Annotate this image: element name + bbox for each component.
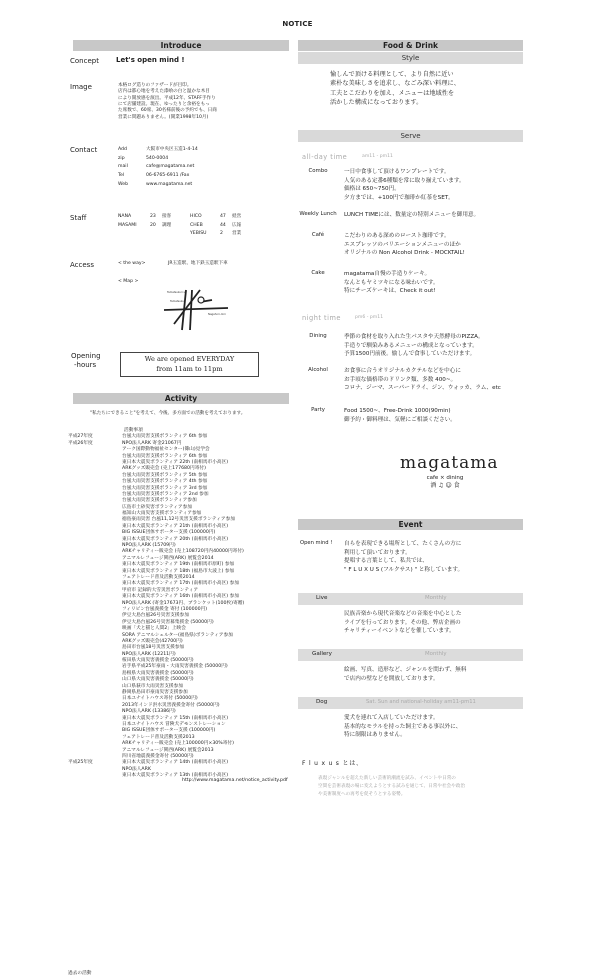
live-frequency: Monthly — [425, 595, 447, 601]
activity-item: 伊豆大島台風26号災害支援参加 — [122, 613, 189, 619]
activity-year-label: 平成26年度 — [68, 440, 93, 446]
image-label: Image — [70, 83, 92, 91]
serve-item-text: Food 1500~、Free-Drink 1000(90min) 御予約・御料理は、気軽にご相談ください。 — [344, 408, 456, 423]
dog-text: 愛犬を連れて入店していただけます。 基本的なモラルを持った飼主である事以外に、 特に制限はありません。 — [344, 715, 462, 739]
staff-row: NANA 23 接客 HICO 47 経営 — [118, 214, 242, 219]
serve-item-label: Alcohol — [308, 367, 328, 373]
serve-item-label: Party — [311, 407, 325, 413]
activity-item: フェアトレード普及活動支援2013 — [122, 734, 195, 740]
access-text: JR玉造駅、地下鉄玉造駅下車 — [168, 261, 228, 266]
logo-subtitle: cafe × dining — [426, 474, 464, 481]
activity-item: NPO法人ARK — [122, 766, 151, 772]
activity-item: 台風大雨災害支援ボランティア参加 — [122, 498, 197, 504]
activity-item: 台風大雨災害支援ボランティア 2nd 参加 — [122, 491, 209, 497]
serve-item-text: LUNCH TIMEには、数量定の特別メニューを御用意。 — [344, 212, 480, 218]
activity-item: ARKチャリティー販売会 (売上100000円×30%寄付) — [122, 741, 234, 747]
activity-item: 東日本大震災ボランティア 14th (南相馬市小高区) — [122, 760, 229, 766]
activity-item: ARKグッズ販売会 (売上177680円寄付) — [122, 466, 206, 472]
activity-list — [122, 428, 297, 785]
serve-item-text: magatama自慢の手造りケーキ。 なんともヤミツキになる味わいです。 特にチーズケーキは、Check it out! — [344, 271, 439, 295]
staff-row: MASAMI 20 調理 CHEB 44 広報 — [118, 222, 242, 228]
activity-item: 台風大雨災害支援ボランティア 5th 参加 — [122, 472, 208, 478]
activity-item: 山口県萩市大雨災害支援参加 — [122, 683, 183, 689]
activity-item: NPO法人ARK (13386円) — [122, 709, 176, 715]
dog-label: Dog — [316, 699, 328, 705]
fluxus-heading: F l u x u s とは、 — [302, 760, 363, 767]
serve-item-text: お食事に合うオリジナルカクテルなどを中心に お手頃な価格帯のドリンク類、多数 400~。 コロナ、ジーマ、スーパードライ、ジン、ウォッカ、ラム、etc — [344, 368, 501, 392]
map-label-street: Nagahori-dori — [208, 313, 226, 316]
activity-item: 桜田県大雨災害義援金 (50000円) — [122, 658, 194, 664]
introduce-header: Introduce — [73, 40, 289, 51]
open-mind-text: 自らを表現できる場所として、たくさんの方に 利用して頂いております。 提唱する言葉として、私共では、 " F L U X U S (フルクサス) " と称しています。 — [344, 541, 464, 573]
page-title: NOTICE — [282, 20, 313, 28]
activity-item: 山口県大雨災害義援金 (50000円) — [122, 677, 194, 683]
activity-item: 東日本大震災ボランティア 21th (南相馬市小高区) — [122, 523, 229, 529]
live-bar — [298, 593, 523, 605]
serve-item-label: Café — [311, 232, 325, 238]
opening-hours-box — [120, 352, 259, 377]
activity-item: 広島市土砂災害ボランティア参加 — [122, 504, 192, 510]
activity-item: 東日本大震災ボランティア 15th (南相馬市小高区) — [122, 715, 229, 721]
activity-item: ARKチャリティー販売会 (売上108720円内40000円寄付) — [122, 549, 244, 555]
image-description: 本格ログ造りのファザードが目印。 店内は都心地を考えた漆喰の白と温かな木目 により開放感を演出。平成12年、STAFF手作り にて店舗建設。現在、ゆったりと余裕をもっ た席数で、60席、30名様前後の予約でも、日商 営業に問題ありません。(開業1998年10月) — [118, 83, 217, 120]
activity-column-head: 活動事項 — [124, 428, 143, 433]
food-drink-header: Food & Drink — [298, 40, 523, 51]
contact-web[interactable]: Web www.magatama.net — [118, 181, 193, 187]
activity-item: 島根県大雨災害義援金 (50000円) — [122, 670, 194, 676]
activity-item: 台風大雨災害支援ボランティア 4th 参加 — [122, 479, 208, 485]
logo-glyphs: 酒 ♫ ☺ 食 — [430, 482, 460, 490]
activity-item: アニマルレフュージ関西(ARK) 展覧会2014 — [122, 555, 214, 561]
activity-item: NPO法人ARK (寄金17673円、ブランケット(100枚)寄贈) — [122, 600, 245, 606]
activity-item: 東日本大震災ボランティア 22th (南相馬市小高区) — [122, 459, 229, 465]
activity-item: 東日本大震災ボランティア 20th (南相馬市小高区) — [122, 536, 229, 542]
activity-item: 東日本大震災ボランティア 17th (南相馬市小高区) 参加 — [122, 581, 239, 587]
contact-address: Add 大阪市中央区玉造1-4-14 — [118, 147, 198, 152]
activity-item: NPO法人ARK (12211円) — [122, 651, 176, 657]
activity-item: 四川省地震義援金寄付 (50000円) — [122, 753, 194, 759]
allday-hours: am11 - pm11 — [362, 154, 393, 159]
activity-item: 台風大雨災害支援ボランティア 6th 参加 — [122, 434, 208, 440]
activity-item: NPO法人ARK 寄金21067円 — [122, 440, 182, 446]
gallery-label: Gallery — [312, 651, 332, 657]
activity-item: 台風大雨災害支援ボランティア 6th 参加 — [122, 453, 208, 459]
contact-tel: Tel 06-6765-6911 /Fax — [118, 173, 190, 179]
concept-text: Let's open mind ! — [116, 56, 185, 64]
event-header: Event — [298, 519, 523, 530]
contact-label: Contact — [70, 146, 98, 154]
style-text: 愉しんで頂ける料理として、より自然に近い 素朴な美味しさを追求し、なごみ深い料理に、 工夫とこだわりを加え、メニューは地域性を 活かした構成になっております。 — [330, 71, 460, 106]
serve-item-label: Weekly Lunch — [299, 211, 337, 217]
magatama-logo — [400, 452, 499, 490]
concept-label: Concept — [70, 57, 99, 65]
map-label-area: Tamatsukuri — [170, 300, 186, 303]
style-subheader: Style — [298, 52, 523, 64]
opening-time: from 11am to 11pm — [156, 364, 223, 373]
contact-list — [118, 146, 288, 190]
fluxus-definition: 表現ジャンルを超えた新しい芸術的潮流を試み、イベントや日常の 空間を芸術表現の場に変えようとする試みを通じて、日常や社会や政治 や美術制度への再考を促そうとする姿勢。 — [318, 776, 465, 797]
activity-item: 東日本大震災ボランティア 16th (南相馬市小高区) 参加 — [122, 594, 239, 600]
logo-word: magatama — [400, 453, 499, 473]
live-label: Live — [316, 595, 328, 601]
activity-year-label: 過去の活動 — [68, 971, 92, 977]
activity-item: ARKグッズ販売会(42700円) — [122, 638, 183, 644]
gallery-text: 絵画、写真、造形など、ジャンルを問わず、無料 で店内の壁などを開放しております。 — [344, 667, 467, 682]
activity-item: NPO法人ARK (15709円) — [122, 543, 176, 549]
activity-item: 島田市台風18号災害支援参加 — [122, 645, 185, 651]
contact-mail[interactable]: mail cafe@magatama.net — [118, 164, 195, 170]
access-way-label: < the way> — [118, 261, 146, 266]
gallery-frequency: Monthly — [425, 651, 447, 657]
activity-item: 岩手県平成25年豪雨・大雨災害義援金 (50000円) — [122, 664, 228, 670]
activity-item: 福知山大雨災害支援ボランティア参加 — [122, 511, 202, 517]
activity-pdf-link[interactable]: http://www.magatama.net/notice_activity.pdf — [182, 778, 288, 784]
serve-item-label: Dining — [309, 333, 327, 339]
activity-item: 徳島豪雨災害 台風11,12号災害支援ボランティア参加 — [122, 517, 235, 523]
serve-item-text: 季節の食材を取り入れた生パスタや天然酵母のPIZZA。 手造りで馴染みあるメニューの構成となっています。 予算1500円前後。愉しんで食事していただけます。 — [344, 334, 484, 358]
activity-item: 甲府市 記録的大雪災害ボランティア — [122, 587, 199, 593]
activity-item: 映画「犬と猫と人間2」上映会 — [122, 626, 186, 632]
activity-header: Activity — [73, 393, 289, 404]
activity-item: フェアトレード普及活動支援2014 — [122, 574, 195, 580]
activity-item: 2013年インド洪水災害義援金寄付 (50000円) — [122, 702, 220, 708]
map-label-station: Tamatsukuri st. — [167, 291, 187, 294]
activity-item: BIG ISSUE団体サポーター支援 (100000円) — [122, 530, 216, 536]
opening-days: We are opened EVERYDAY — [144, 355, 235, 363]
activity-item: 台風大雨災害支援ボランティア 3rd 参加 — [122, 485, 208, 491]
serve-item-text: こだわりのある深めのロースト珈琲です。 エスプレッソのバリエーションメニューのほか オリジナルの Non Alcohol Drink - MOCKTAIL! — [344, 233, 465, 257]
activity-intro: "私たちにできること"を考えて、今後、多方面での活動を考えております。 — [90, 411, 246, 416]
activity-item: 日本ユナイトハウス 冒険犬デモンストレーション — [122, 721, 226, 727]
access-map[interactable] — [160, 284, 232, 332]
activity-item: アーク国際動物福祉センター(篠山)見学会 — [122, 447, 210, 453]
staff-label: Staff — [70, 214, 87, 222]
activity-item: 静岡県島田市豪雨災害支援参加 — [122, 690, 188, 696]
activity-item: アニマルレフュージ関西(ARK) 展覧会2013 — [122, 747, 214, 753]
activity-item: 伊豆大島台風26号災害募集援金 (50000円) — [122, 619, 214, 625]
staff-row: YEBISU 2 営業 — [190, 231, 242, 237]
activity-item: 東日本大震災ボランティア 18th (福島市大波上) 参加 — [122, 568, 235, 574]
night-hours: pm6 - pm11 — [355, 315, 384, 320]
dog-days: Sat. Sun and national-holiday am11-pm11 — [366, 699, 476, 705]
activity-item: フィリピン台風義援金 寄付 (100000円) — [122, 606, 208, 612]
activity-item: 日本ユナイトハウス寄付 (50000円) — [122, 696, 198, 702]
opening-label: Opening -hours — [71, 352, 101, 370]
activity-item: BIG ISSUE団体サポーター支援 (100000円) — [122, 728, 216, 734]
activity-item: 東日本大震災ボランティア 19th (南相馬市原町) 参加 — [122, 562, 235, 568]
serve-item-label: Combo — [308, 168, 328, 174]
activity-year-label: 平成25年度 — [68, 760, 93, 766]
activity-year-label: 平成27年度 — [68, 434, 93, 440]
staff-list — [118, 213, 288, 239]
live-text: 民族音楽から現代音楽などの音楽を中心とした ライブを行っております。その他、弊店企画の チャリティーイベントなどを催しています。 — [344, 611, 462, 635]
activity-item: SORA アニマルシェルター(福島県)ボランティア参加 — [122, 632, 233, 638]
contact-zip: zip 540-0004 — [118, 155, 169, 161]
activity-item: 東日本大震災ボランティア 13th (南相馬市小高区) — [122, 773, 229, 779]
access-label: Access — [70, 261, 94, 269]
open-mind-label: Open mind ! — [300, 540, 333, 546]
serve-item-label: Cake — [311, 270, 325, 276]
night-label: night time — [302, 314, 341, 322]
access-map-label: < Map > — [118, 279, 139, 284]
allday-label: all-day time — [302, 153, 348, 161]
serve-subheader: Serve — [298, 130, 523, 142]
serve-item-text: 一日中食事して頂けるワンプレートです。 人気のある定番6種類を常に取り揃えています。 価格は 650~750円。 夕方までは、+100円で珈琲か紅茶をSET。 — [344, 169, 465, 201]
